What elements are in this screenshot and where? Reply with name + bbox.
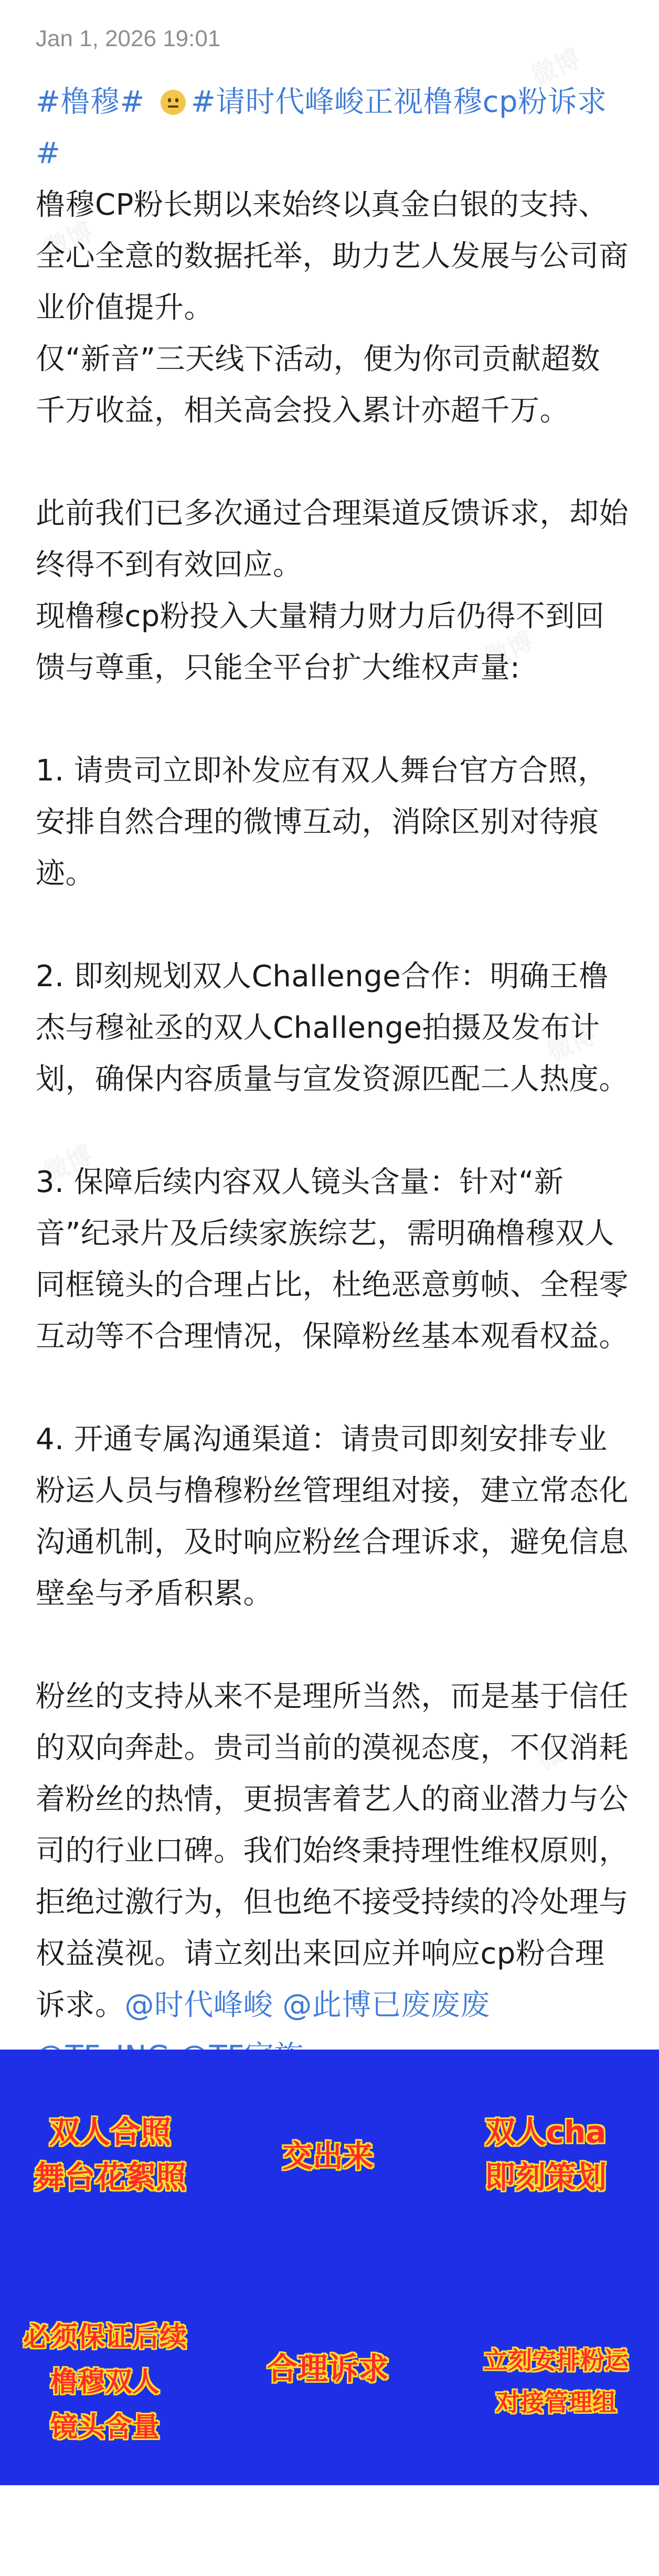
banner-label-screen-time: 必须保证后续 橹穆双人 镜头含量 bbox=[23, 2321, 187, 2443]
mention-link[interactable]: @时代峰峻 bbox=[124, 1988, 273, 2022]
banner-label-challenge: 双人cha 即刻策划 bbox=[484, 2114, 607, 2195]
post-paragraph: 3. 保障后续内容双人镜头含量：针对“新音”纪录片及后续家族综艺，需明确橹穆双人同框镜头的合理占比，杜绝恶意剪帧、全程零互动等不合理情况，保障粉丝基本观看权益。 bbox=[36, 1165, 629, 1354]
protest-banner-image bbox=[0, 2050, 659, 2485]
banner-label-group-photo: 双人合照 舞台花絮照 bbox=[34, 2114, 186, 2195]
paragraph-gap bbox=[36, 1620, 629, 1671]
hashtag-link[interactable]: #请时代峰峻正视橹穆cp粉诉求# bbox=[36, 85, 607, 171]
slightly-smiling-face-icon bbox=[161, 90, 186, 115]
post-timestamp: Jan 1, 2026 19:01 bbox=[36, 26, 221, 51]
post-paragraph: 橹穆CP粉长期以来始终以真金白银的支持、全心全意的数据托举，助力艺人发展与公司商业价值提升。 bbox=[36, 188, 629, 325]
banner-label-reasonable-demands: 合理诉求 bbox=[267, 2351, 389, 2387]
post-paragraph-text: 粉丝的支持从来不是理所当然，而是基于信任的双向奔赴。贵司当前的漠视态度，不仅消耗着粉丝的热情，更损害着艺人的商业潜力与公司的行业口碑。我们始终秉持理性维权原则，拒绝过激行为，但也绝不接受持续的冷处理与权益漠视。请立刻出来回应并响应cp粉合理诉求。 bbox=[36, 1680, 629, 2022]
banner-label-hand-over: 交出来 bbox=[282, 2138, 374, 2174]
post-paragraph: 仅“新音”三天线下活动，便为你司贡献超数千万收益，相关高会投入累计亦超千万。 bbox=[36, 342, 601, 428]
post-paragraph: 现橹穆cp粉投入大量精力财力后仍得不到回馈与尊重，只能全平台扩大维权声量: bbox=[36, 599, 605, 685]
post-paragraph-final bbox=[36, 1671, 629, 2083]
post-paragraph: 1. 请贵司立即补发应有双人舞台官方合照，安排自然合理的微博互动，消除区别对待痕迹。 bbox=[36, 754, 608, 891]
hashtag-link[interactable]: #橹穆# bbox=[36, 85, 145, 119]
mention-link[interactable]: @此博已废废废 bbox=[282, 1988, 490, 2022]
paragraph-gap bbox=[36, 1105, 629, 1157]
post-paragraph: 4. 开通专属沟通渠道：请贵司即刻安排专业粉运人员与橹穆粉丝管理组对接，建立常态化沟通机制，及时响应粉丝合理诉求，避免信息壁垒与矛盾积累。 bbox=[36, 1422, 629, 1611]
paragraph-gap bbox=[36, 437, 629, 488]
post-body bbox=[36, 77, 629, 2083]
post-paragraph: 此前我们已多次通过合理渠道反馈诉求，却始终得不到有效回应。 bbox=[36, 497, 629, 582]
paragraph-gap bbox=[36, 694, 629, 745]
paragraph-gap bbox=[36, 900, 629, 951]
post-paragraph: 2. 即刻规划双人Challenge合作：明确王橹杰与穆祉丞的双人Challenge拍摄及发布计划，确保内容质量与宣发资源匹配二人热度。 bbox=[36, 959, 629, 1096]
paragraph-gap bbox=[36, 1363, 629, 1414]
banner-label-fan-liaison: 立刻安排粉运 对接管理组 bbox=[484, 2346, 629, 2416]
page-bottom-padding bbox=[0, 2485, 659, 2576]
hashtag-line bbox=[36, 77, 629, 180]
